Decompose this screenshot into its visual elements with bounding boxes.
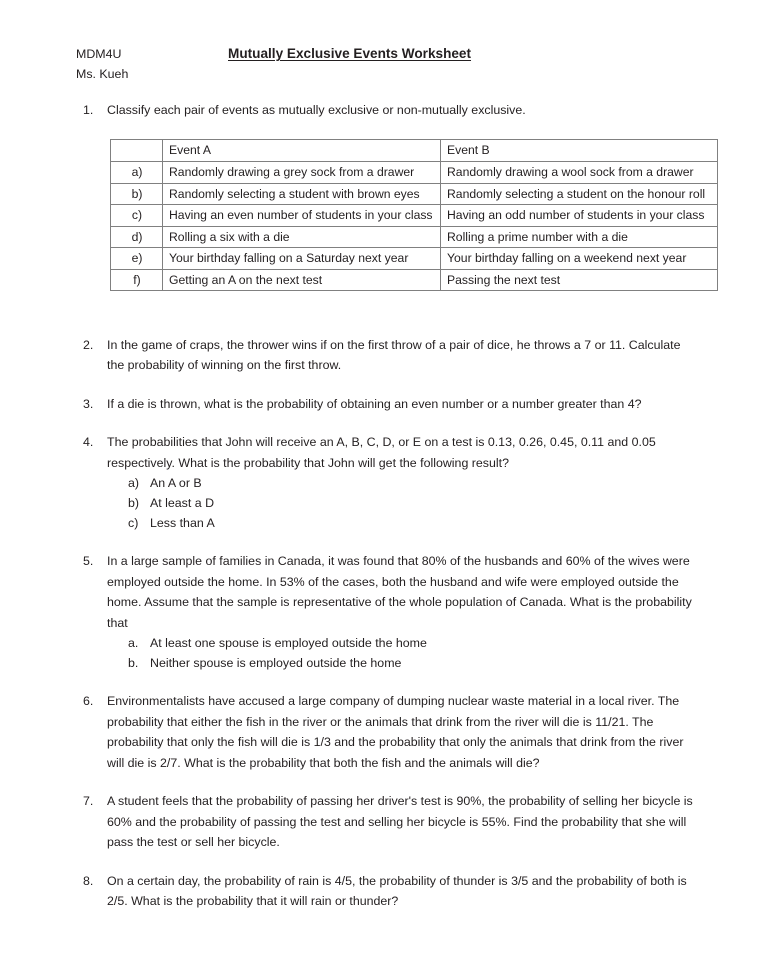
header-cell-event-b: Event B	[441, 140, 718, 162]
header-cell-event-a: Event A	[163, 140, 441, 162]
sub-item	[107, 513, 699, 533]
cell-event-a: Getting an A on the next test	[163, 269, 441, 291]
document-header	[0, 0, 759, 88]
sub-item-text: Less than A	[150, 516, 215, 530]
question-text: The probabilities that John will receive an A, B, C, D, or E on a test is 0.13, 0.26, 0.45, 0.11 and 0.05 respectively. What is the probability that John will get the following result?	[107, 435, 656, 470]
row-label: b)	[111, 183, 163, 205]
question-text: If a die is thrown, what is the probability of obtaining an even number or a number greater than 4?	[107, 396, 642, 411]
row-label: c)	[111, 205, 163, 227]
question-number: 8.	[83, 873, 94, 888]
sub-item-marker: a)	[128, 476, 140, 490]
sub-item	[107, 473, 699, 493]
question-number: 1.	[83, 103, 94, 117]
question-3	[0, 394, 759, 415]
question-6	[0, 691, 759, 773]
sub-item-marker: a.	[128, 636, 139, 650]
events-table-wrapper	[110, 139, 706, 291]
cell-event-a: Randomly drawing a grey sock from a drawer	[163, 162, 441, 184]
question-2	[0, 335, 759, 376]
table-row	[111, 205, 718, 227]
question-1	[0, 100, 759, 121]
table-row	[111, 162, 718, 184]
question-text: Environmentalists have accused a large company of dumping nuclear waste material in a local river. The probability that either the fish in the river or the animals that drink from the river will die is 11/21. The probability that only the fish will die is 1/3 and the probability that only the animals that drink from the river will die is 2/7. What is the probability that both the fish and the animals will die?	[107, 694, 684, 770]
table-header-row	[111, 140, 718, 162]
row-label: f)	[111, 269, 163, 291]
question-number: 5.	[83, 554, 94, 568]
sub-item	[107, 493, 699, 513]
cell-event-b: Passing the next test	[441, 269, 718, 291]
question-5-sublist	[107, 633, 699, 673]
cell-event-a: Rolling a six with a die	[163, 226, 441, 248]
question-4	[0, 432, 759, 533]
sub-item-text: An A or B	[150, 476, 202, 490]
sub-item-text: At least one spouse is employed outside the home	[150, 636, 427, 650]
cell-event-b: Randomly selecting a student on the honour roll	[441, 183, 718, 205]
sub-item	[107, 653, 699, 673]
question-7	[0, 791, 759, 853]
sub-item-marker: b.	[128, 656, 139, 670]
question-5	[0, 551, 759, 673]
question-number: 4.	[83, 435, 94, 449]
teacher-name: Ms. Kueh	[76, 67, 129, 81]
row-label: e)	[111, 248, 163, 270]
cell-event-b: Your birthday falling on a weekend next year	[441, 248, 718, 270]
question-number: 2.	[83, 337, 94, 352]
row-label: a)	[111, 162, 163, 184]
question-number: 6.	[83, 694, 94, 708]
question-number: 3.	[83, 396, 94, 411]
page-title: Mutually Exclusive Events Worksheet	[228, 46, 472, 61]
table-row	[111, 226, 718, 248]
sub-item-marker: b)	[128, 496, 140, 510]
cell-event-b: Randomly drawing a wool sock from a drawer	[441, 162, 718, 184]
question-number: 7.	[83, 794, 94, 808]
question-4-sublist	[107, 473, 699, 533]
cell-event-a: Randomly selecting a student with brown eyes	[163, 183, 441, 205]
sub-item-text: Neither spouse is employed outside the home	[150, 656, 402, 670]
cell-event-a: Having an even number of students in your class	[163, 205, 441, 227]
course-code: MDM4U	[76, 47, 122, 61]
row-label: d)	[111, 226, 163, 248]
question-text: Classify each pair of events as mutually exclusive or non-mutually exclusive.	[107, 103, 526, 117]
question-text: In a large sample of families in Canada, it was found that 80% of the husbands and 60% of the wives were employed outside the home. In 53% of the cases, both the husband and wife were employed outside the home. Assume that the sample is representative of the whole population of Canada. What is the probability that	[107, 554, 692, 630]
course-info	[76, 44, 128, 84]
question-8	[0, 871, 759, 912]
question-text: A student feels that the probability of passing her driver's test is 90%, the probability of selling her bicycle is 60% and the probability of passing the test and selling her bicycle is 55%. Find the probability that she will pass the test or sell her bicycle.	[107, 794, 693, 849]
sub-item-text: At least a D	[150, 496, 215, 510]
cell-event-a: Your birthday falling on a Saturday next year	[163, 248, 441, 270]
header-cell-label	[111, 140, 163, 162]
cell-event-b: Rolling a prime number with a die	[441, 226, 718, 248]
question-text: In the game of craps, the thrower wins if on the first throw of a pair of dice, he throws a 7 or 11. Calculate the probability of winning on the first throw.	[107, 337, 681, 372]
table-row	[111, 183, 718, 205]
table-row	[111, 269, 718, 291]
sub-item	[107, 633, 699, 653]
question-text: On a certain day, the probability of rain is 4/5, the probability of thunder is 3/5 and the probability of both is 2/5. What is the probability that it will rain or thunder?	[107, 873, 687, 908]
sub-item-marker: c)	[128, 516, 139, 530]
events-table	[110, 139, 718, 291]
table-row	[111, 248, 718, 270]
cell-event-b: Having an odd number of students in your class	[441, 205, 718, 227]
